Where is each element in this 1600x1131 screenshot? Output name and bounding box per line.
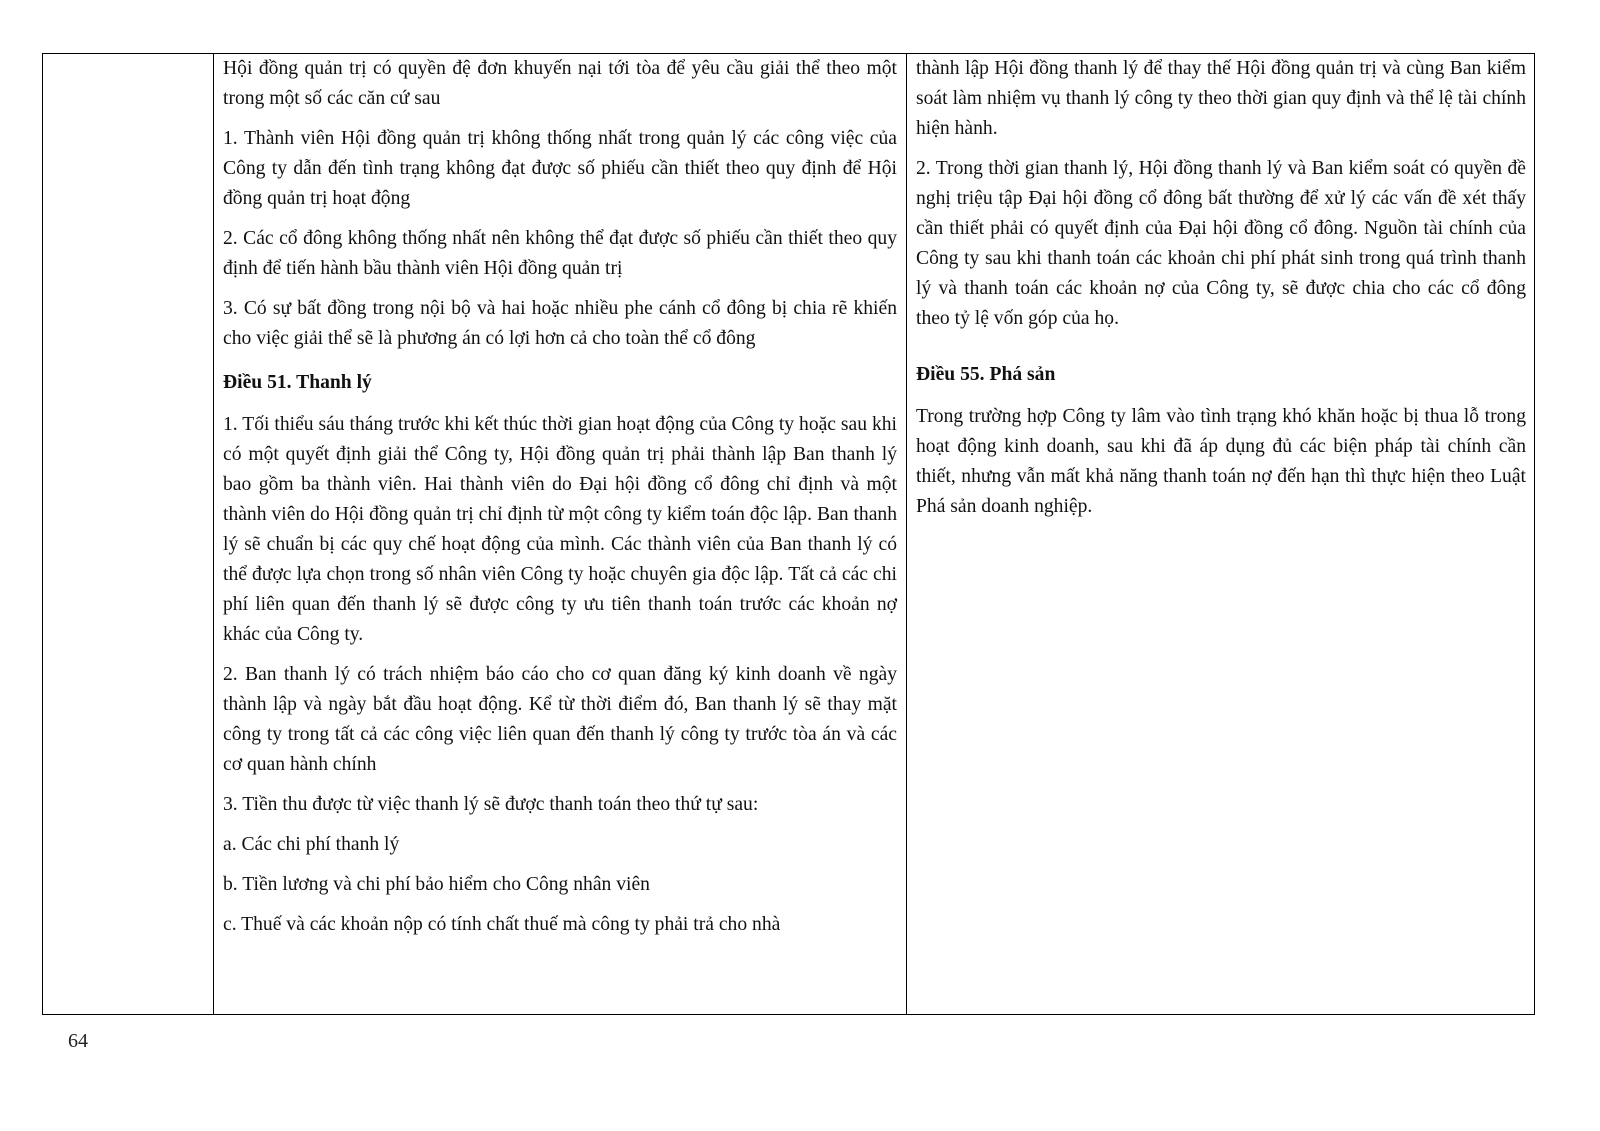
- article-51-clause-3c: c. Thuế và các khoản nộp có tính chất thuế mà công ty phải trả cho nhà: [223, 914, 781, 935]
- article-51-clause-3: 3. Tiền thu được từ việc thanh lý sẽ được thanh toán theo thứ tự sau:: [223, 794, 759, 815]
- dissolution-intro: Hội đồng quản trị có quyền đệ đơn khuyến nại tới tòa để yêu cầu giải thể theo một trong một số các căn cứ sau: [223, 58, 897, 109]
- liquidation-continuation: thành lập Hội đồng thanh lý để thay thế Hội đồng quản trị và cùng Ban kiểm soát làm nhiệm vụ thanh lý công ty theo thời gian quy định và thể lệ tài chính hiện hành.: [916, 58, 1526, 139]
- comparison-table: [42, 53, 1535, 1015]
- liquidation-clause-2: 2. Trong thời gian thanh lý, Hội đồng thanh lý và Ban kiểm soát có quyền đề nghị triệu tập Đại hội đồng cổ đông bất thường để xử lý các vấn đề xét thấy cần thiết phải có quyết định của Đại hội đồng cổ đông. Nguồn tài chính của Công ty sau khi thanh toán các khoản chi phí phát sinh trong quá trình thanh lý và thanh toán các khoản nợ của Công ty, sẽ được chia cho các cổ đông theo tỷ lệ vốn góp của họ.: [916, 158, 1526, 329]
- dissolution-ground-3: 3. Có sự bất đồng trong nội bộ và hai hoặc nhiều phe cánh cổ đông bị chia rẽ khiến cho việc giải thể sẽ là phương án có lợi hơn cả cho toàn thể cổ đông: [223, 298, 897, 349]
- article-51-clause-3b: b. Tiền lương và chi phí bảo hiểm cho Công nhân viên: [223, 874, 650, 895]
- middle-column: [215, 54, 907, 1014]
- column-divider-left: [213, 54, 214, 1014]
- dissolution-ground-2: 2. Các cổ đông không thống nhất nên không thể đạt được số phiếu cần thiết theo quy định để tiến hành bầu thành viên Hội đồng quản trị: [223, 228, 897, 279]
- article-51-clause-1: 1. Tối thiểu sáu tháng trước khi kết thúc thời gian hoạt động của Công ty hoặc sau khi có một quyết định giải thể Công ty, Hội đồng quản trị phải thành lập Ban thanh lý bao gồm ba thành viên. Hai thành viên do Đại hội đồng cổ đông chỉ định và một thành viên do Hội đồng quản trị chỉ định từ một công ty kiểm toán độc lập. Ban thanh lý sẽ chuẩn bị các quy chế hoạt động của mình. Các thành viên của Ban thanh lý có thể được lựa chọn trong số nhân viên Công ty hoặc chuyên gia độc lập. Tất cả các chi phí liên quan đến thanh lý sẽ được công ty ưu tiên thanh toán trước các khoản nợ khác của Công ty.: [223, 414, 897, 645]
- article-55-heading: Điều 55. Phá sản: [916, 364, 1056, 385]
- article-51-clause-2: 2. Ban thanh lý có trách nhiệm báo cáo cho cơ quan đăng ký kinh doanh về ngày thành lập và ngày bắt đầu hoạt động. Kể từ thời điểm đó, Ban thanh lý sẽ thay mặt công ty trong tất cả các công việc liên quan đến thanh lý công ty trước tòa án và các cơ quan hành chính: [223, 664, 897, 775]
- right-column: [908, 54, 1536, 1014]
- article-51-heading: Điều 51. Thanh lý: [223, 372, 372, 393]
- article-55-text: Trong trường hợp Công ty lâm vào tình trạng khó khăn hoặc bị thua lỗ trong hoạt động kinh doanh, sau khi đã áp dụng đủ các biện pháp tài chính cần thiết, nhưng vẫn mất khả năng thanh toán nợ đến hạn thì thực hiện theo Luật Phá sản doanh nghiệp.: [916, 406, 1526, 517]
- dissolution-ground-1: 1. Thành viên Hội đồng quản trị không thống nhất trong quản lý các công việc của Công ty dẫn đến tình trạng không đạt được số phiếu cần thiết theo quy định để Hội đồng quản trị hoạt động: [223, 128, 897, 209]
- page-number: 64: [68, 1030, 88, 1052]
- article-51-clause-3a: a. Các chi phí thanh lý: [223, 834, 400, 855]
